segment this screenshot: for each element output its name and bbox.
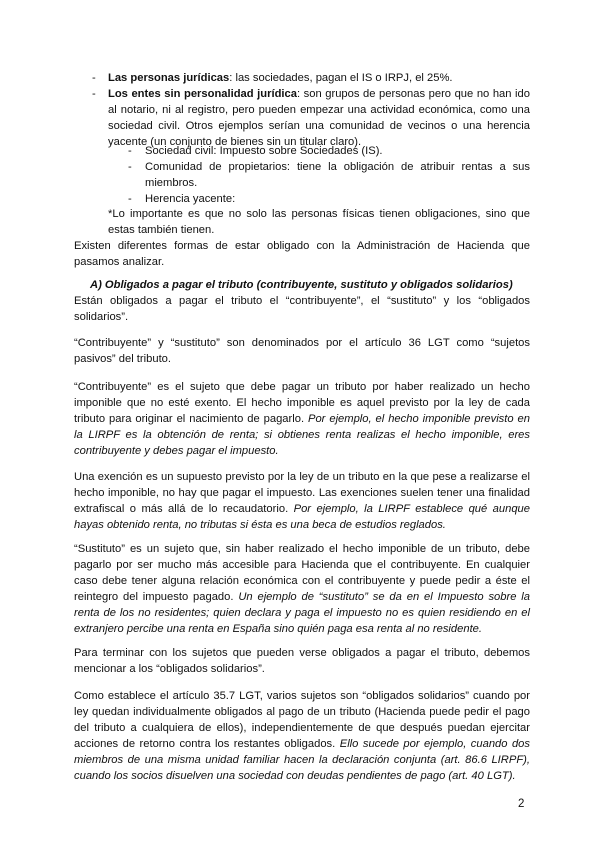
bullet-entes-sin-personalidad — [108, 86, 530, 150]
paragraph-example: Un ejemplo de “sustituto” se da en el Impuesto sobre la renta de los no residentes; quien declara y paga el impuesto no es quien residiendo en el extranjero percibe una renta en España sino quién paga esa renta al no residente. — [74, 591, 530, 636]
sub-bullet-comunidad-propietarios: Comunidad de propietarios: tiene la obligación de atribuir rentas a sus miembros. — [145, 161, 530, 190]
intro-paragraph: Existen diferentes formas de estar obligado con la Administración de Hacienda que pasamos analizar. — [74, 240, 530, 269]
paragraph-text: Como establece el artículo 35.7 LGT, varios sujetos son “obligados solidarios” cuando por ley quedan individualmente obligados al pago de un tributo (Hacienda puede pedir el pago del tributo a cualquiera de ellos), independientemente de que después puedan ejercitar acciones de retorno contra los restantes obligados. — [74, 690, 530, 751]
paragraph-example: Ello sucede por ejemplo, cuando dos miembros de una misma unidad familiar hacen la declaración conjunta (art. 86.6 LIRPF), cuando los socios disuelven una sociedad con deudas pendientes de pago (art. 40 LGT). — [74, 738, 530, 783]
paragraph-text: “Contribuyente” es el sujeto que debe pagar un tributo por haber realizado un hecho imponible que no esté exento. El hecho imponible es aquel previsto por la ley de cada tributo para originar el nacimiento de pagarlo. — [74, 381, 530, 426]
important-note: *Lo importante es que no solo las personas físicas tienen obligaciones, sino que estas también tienen. — [108, 208, 530, 237]
bullet-marker: - — [92, 72, 96, 84]
paragraph-obligados-solidarios — [74, 688, 530, 785]
bullet-term: Las personas jurídicas — [108, 72, 230, 84]
bullet-text: : son grupos de personas pero que no han ido al notario, ni al registro, pero pueden empezar una actividad económica, como una sociedad civil. Otros ejemplos serían una comunidad de vecinos o una herencia yacente (un conjunto de bienes sin un titular claro). — [108, 88, 530, 149]
bullet-text: : las sociedades, pagan el IS o IRPJ, el 25%. — [229, 72, 453, 84]
sub-bullet-herencia-yacente: Herencia yacente: — [145, 193, 236, 205]
bullet-personas-juridicas — [108, 70, 530, 86]
paragraph-sustituto — [74, 541, 530, 638]
paragraph-obligados: Están obligados a pagar el tributo el “contribuyente”, el “sustituto” y los “obligados solidarios”. — [74, 295, 530, 324]
paragraph-text: “Sustituto” es un sujeto que, sin haber realizado el hecho imponible de un tributo, debe pagarlo por ser mucho más accesible para Hacienda que el contribuyente. En cualquier caso debe tener alguna relación económica con el contribuyente y puede pedir a éste el reintegro del impuesto pagado. — [74, 543, 530, 604]
paragraph-text: Una exención es un supuesto previsto por la ley de un tributo en la que pese a realizarse el hecho imponible, no hay que pagar el impuesto. Las exenciones suelen tener una finalidad extrafiscal o más allá de lo recaudatorio. — [74, 471, 530, 516]
sub-bullet-sociedad-civil: Sociedad civil: Impuesto sobre Sociedades (IS). — [145, 145, 383, 157]
paragraph-obligados-solidarios-intro: Para terminar con los sujetos que pueden verse obligados a pagar el tributo, debemos mencionar a los “obligados solidarios”. — [74, 647, 530, 676]
sub-bullet-marker: - — [128, 193, 132, 205]
paragraph-example: Por ejemplo, la LIRPF establece qué aunque hayas obtenido renta, no tributas si ésta es una beca de estudios reglados. — [74, 503, 530, 532]
bullet-term: Los entes sin personalidad jurídica — [108, 88, 297, 100]
bullet-marker: - — [92, 88, 96, 100]
page-number: 2 — [518, 798, 525, 810]
sub-bullet-marker: - — [128, 161, 132, 173]
paragraph-sujetos-pasivos: “Contribuyente” y “sustituto” son denominados por el artículo 36 LGT como “sujetos pasivos” del tributo. — [74, 337, 530, 366]
sub-bullet-marker: - — [128, 145, 132, 157]
paragraph-exencion — [74, 469, 530, 533]
paragraph-example: Por ejemplo, el hecho imponible previsto en la LIRPF es la obtención de renta; si obtienes renta realizas el hecho imponible, eres contribuyente y debes pagar el impuesto. — [74, 413, 530, 458]
paragraph-contribuyente — [74, 379, 530, 459]
section-heading: A) Obligados a pagar el tributo (contribuyente, sustituto y obligados solidarios) — [90, 279, 513, 291]
